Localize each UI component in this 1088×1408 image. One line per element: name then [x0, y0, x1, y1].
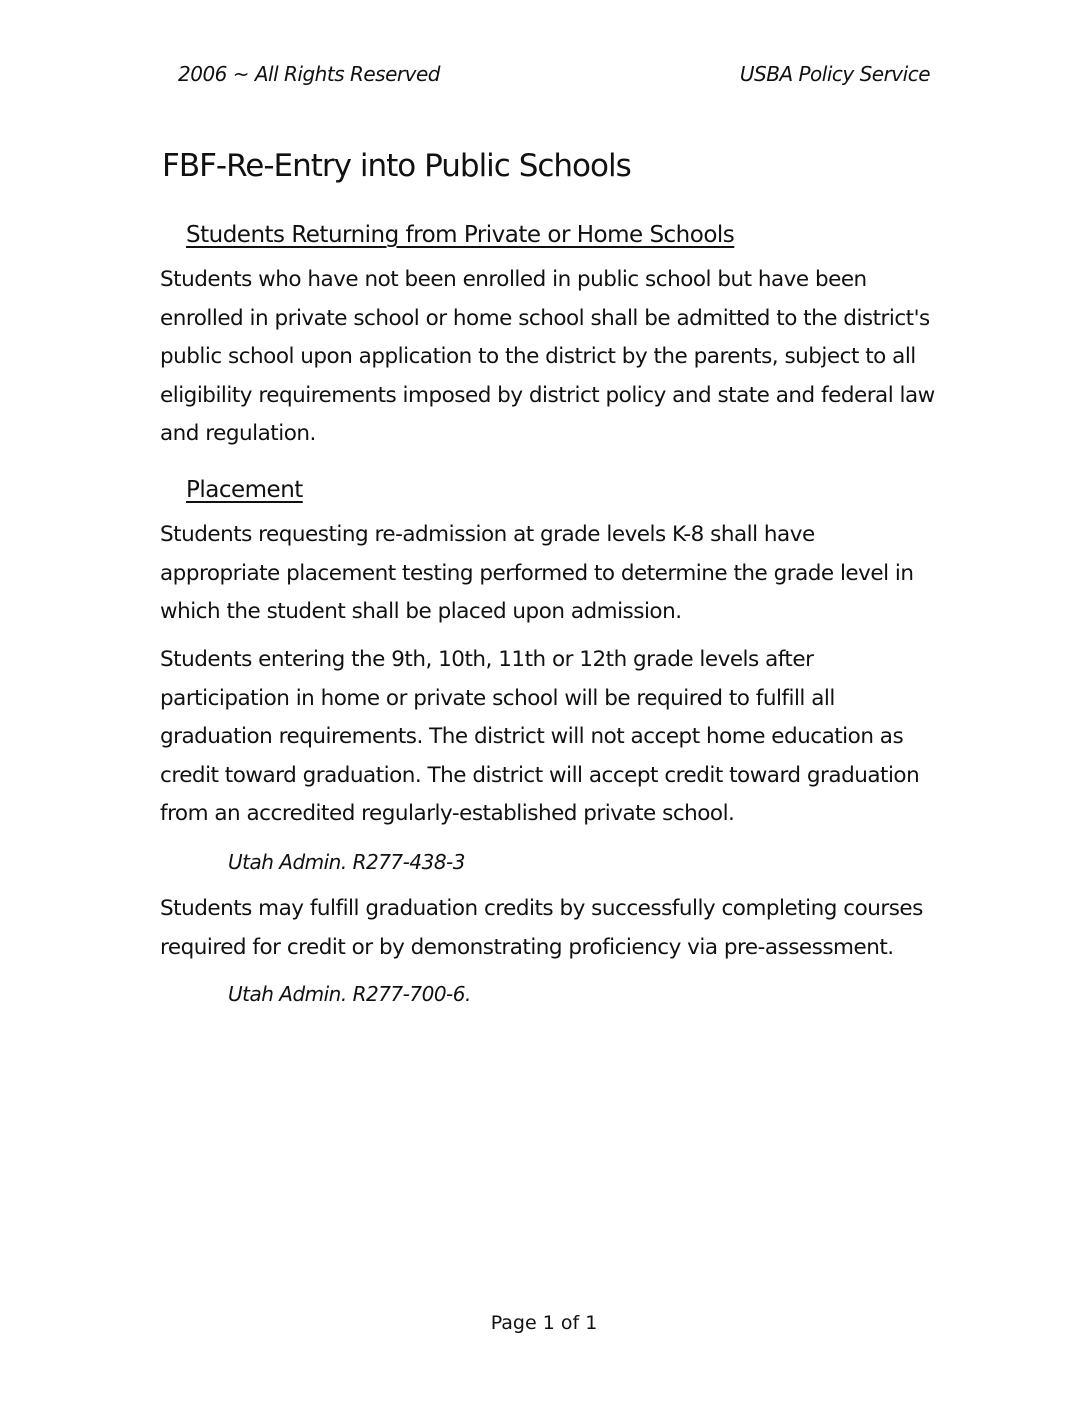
paragraph-placement-high-school: Students entering the 9th, 10th, 11th or 12th grade levels after participation in home or private school will be required to fulfill all graduation requirements. The district will not accept home education as credit toward graduation. The district will accept credit toward graduation from an accredited regularly-established private school. [160, 647, 920, 826]
header-publisher: USBA Policy Service [739, 62, 930, 86]
paragraph-placement-k8: Students requesting re-admission at grade levels K-8 shall have appropriate placement testing performed to determine the grade level in which the student shall be placed upon admission. [160, 522, 914, 624]
page-number: Page 1 of 1 [490, 1312, 598, 1334]
citation-r277-700-6: Utah Admin. R277-700-6. [228, 982, 471, 1006]
paragraph-returning-students: Students who have not been enrolled in public school but have been enrolled in private school or home school shall be admitted to the district's public school upon application to the district by the parents, subject to all eligibility requirements imposed by district policy and state and federal law and regulation. [160, 267, 935, 446]
section-heading-placement: Placement [186, 477, 303, 503]
citation-r277-438-3: Utah Admin. R277-438-3 [228, 850, 465, 874]
header-copyright: 2006 ~ All Rights Reserved [178, 62, 440, 86]
paragraph-graduation-credits: Students may fulfill graduation credits by successfully completing courses required for credit or by demonstrating proficiency via pre-assessment. [160, 896, 923, 960]
page-title: FBF-Re-Entry into Public Schools [162, 148, 631, 184]
section-heading-returning-students: Students Returning from Private or Home Schools [186, 222, 735, 248]
